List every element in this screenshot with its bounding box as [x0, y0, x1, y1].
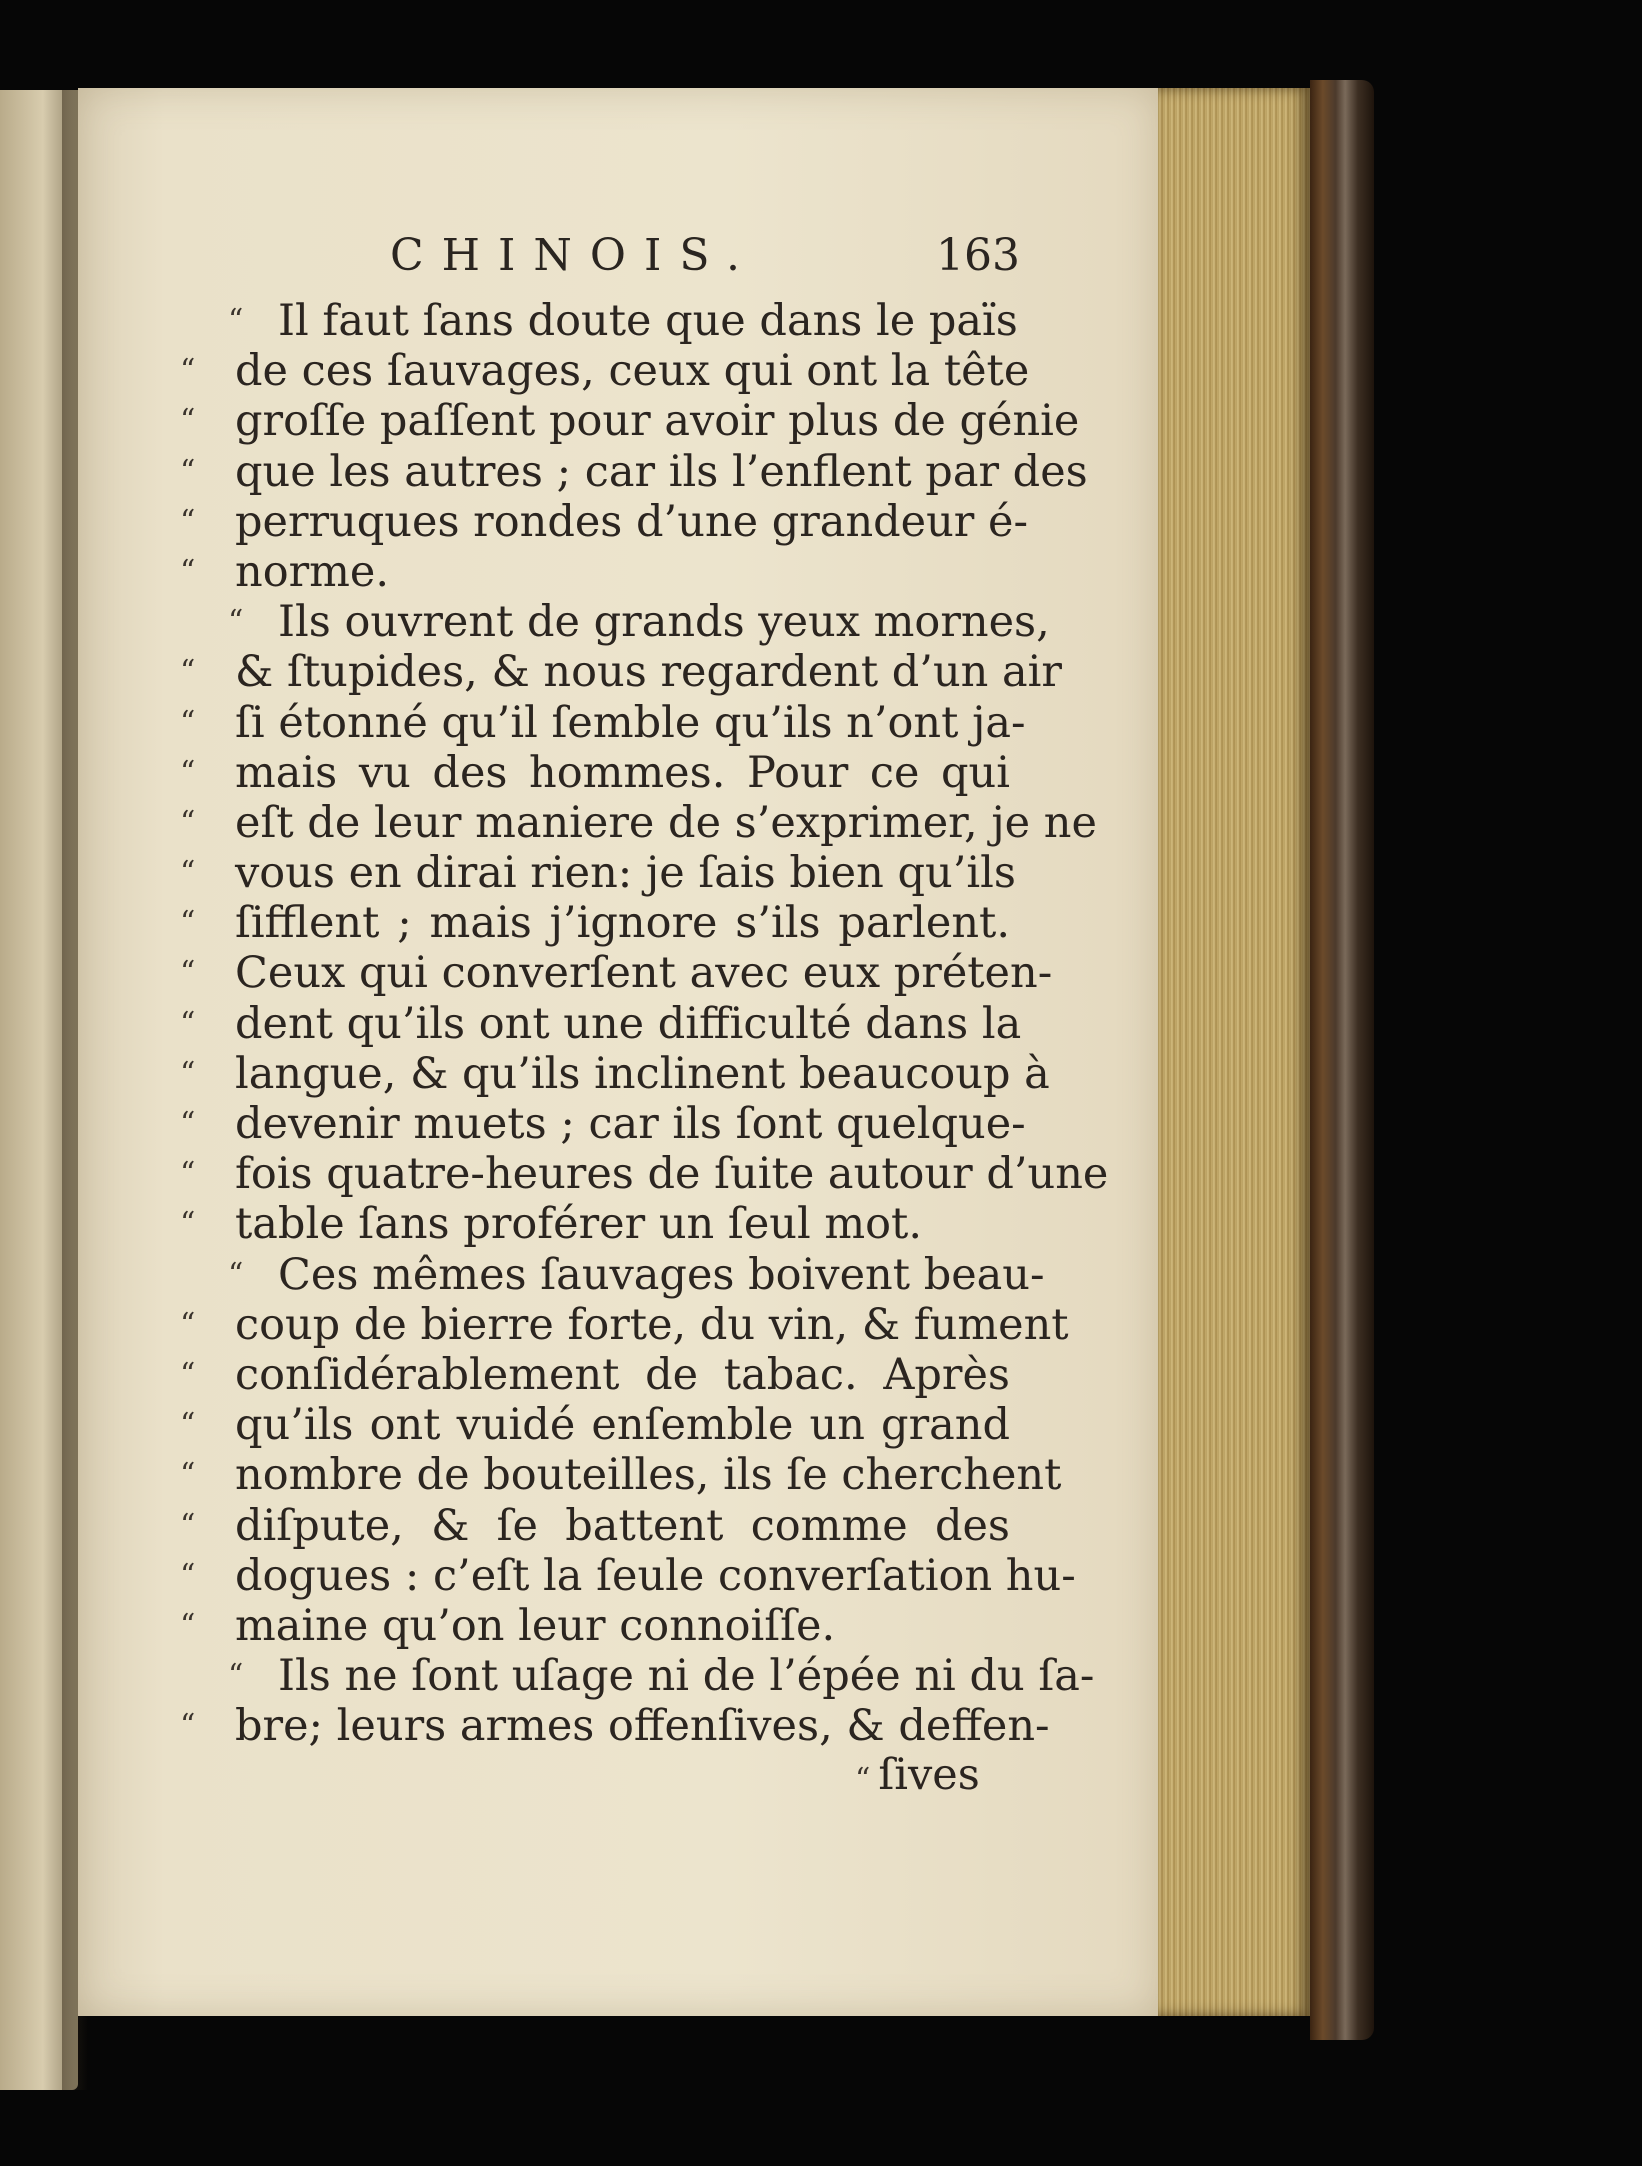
line-text: Ils ne ſont uſage ni de l’épée ni du ſa-	[278, 1651, 1095, 1702]
text-line	[180, 1249, 1045, 1300]
quote-mark: “	[855, 1762, 871, 1797]
text-line	[180, 396, 1080, 447]
text-line	[180, 1149, 1109, 1200]
quote-mark: “	[180, 553, 196, 589]
text-line	[180, 1550, 1076, 1601]
text-line	[180, 1199, 1010, 1249]
quote-mark: “	[180, 1708, 196, 1744]
body-text	[180, 296, 1109, 1752]
line-text: & ſtupides, & nous regardent d’un air	[235, 647, 1062, 698]
line-text: langue, & qu’ils inclinent beaucoup à	[235, 1048, 1050, 1099]
quote-mark: “	[180, 453, 196, 489]
line-text: qu’ils ont vuidé enſemble un grand	[235, 1400, 1010, 1451]
quote-mark: “	[180, 754, 196, 790]
line-text: perruques rondes d’une grandeur é-	[235, 496, 1029, 547]
running-head	[300, 230, 1020, 300]
quote-mark: “	[180, 1607, 196, 1643]
quote-mark: “	[228, 303, 244, 338]
line-text: coup de bierre forte, du vin, & fument	[235, 1299, 1069, 1350]
quote-mark: “	[228, 1256, 244, 1292]
line-text: Il faut ſans doute que dans le païs	[278, 296, 1018, 346]
quote-mark: “	[180, 1055, 196, 1091]
quote-mark: “	[180, 1557, 196, 1593]
text-line	[180, 898, 1010, 948]
text-line	[180, 948, 1053, 999]
text-line	[180, 1350, 1010, 1400]
text-line	[180, 1099, 1026, 1149]
quote-mark: “	[180, 353, 196, 389]
line-text: Ces mêmes ſauvages boivent beau-	[278, 1249, 1045, 1300]
quote-mark: “	[180, 1106, 196, 1141]
line-text: eſt de leur maniere de s’exprimer, je ne	[235, 797, 1097, 848]
text-line	[180, 848, 1016, 899]
text-line	[180, 296, 1018, 346]
line-text: groſſe paſſent pour avoir plus de génie	[235, 396, 1080, 447]
line-text: maine qu’on leur connoiſſe.	[235, 1600, 836, 1651]
quote-mark: “	[180, 905, 196, 941]
quote-mark: “	[180, 1356, 196, 1392]
page-number: 163	[936, 230, 1020, 281]
quote-mark: “	[180, 654, 196, 690]
quote-mark: “	[228, 1658, 244, 1694]
line-text: fois quatre-heures de ſuite autour d’une	[235, 1149, 1109, 1200]
quote-mark: “	[180, 855, 196, 891]
text-line	[180, 1450, 1062, 1501]
line-text: que les autres ; car ils l’enflent par des	[235, 446, 1088, 497]
line-text: diſpute, & ſe battent comme des	[235, 1500, 1010, 1551]
leather-cover	[1310, 80, 1374, 2040]
line-text: nombre de bouteilles, ils ſe cherchent	[235, 1450, 1062, 1501]
text-line	[180, 1601, 1010, 1651]
quote-mark: “	[180, 1156, 196, 1192]
text-line	[180, 1400, 1010, 1450]
text-line	[180, 446, 1088, 497]
text-line	[180, 1651, 1095, 1702]
line-text: devenir muets ; car ils ſont quelque-	[235, 1099, 1026, 1149]
text-line	[180, 697, 1026, 748]
catchword-text: ſives	[878, 1750, 980, 1800]
line-text: dent qu’ils ont une difficulté dans la	[235, 998, 1022, 1049]
text-line	[180, 748, 1010, 798]
quote-mark: “	[180, 1206, 196, 1242]
quote-mark: “	[180, 1306, 196, 1342]
line-text: norme.	[235, 546, 390, 597]
page-block-edges	[1158, 88, 1310, 2016]
text-line	[180, 1299, 1069, 1350]
line-text: Ceux qui converſent avec eux préten-	[235, 948, 1053, 999]
line-text: mais vu des hommes. Pour ce qui	[235, 747, 1010, 798]
line-text: de ces ſauvages, ceux qui ont la tête	[235, 346, 1030, 397]
text-line	[180, 1701, 1050, 1752]
line-text: ſi étonné qu’il ſemble qu’ils n’ont ja-	[235, 697, 1026, 748]
quote-mark: “	[180, 704, 196, 740]
quote-mark: “	[180, 403, 196, 439]
line-text: bre; leurs armes offenſives, & deffen-	[235, 1701, 1050, 1752]
text-line	[180, 547, 1010, 597]
text-line	[180, 647, 1062, 698]
quote-mark: “	[180, 955, 196, 991]
running-title: CHINOIS.	[390, 230, 758, 281]
quote-mark: “	[180, 1407, 196, 1443]
quote-mark: “	[180, 503, 196, 539]
quote-mark: “	[180, 804, 196, 840]
text-line	[180, 998, 1022, 1049]
line-text: ſifflent ; mais j’ignore s’ils parlent.	[235, 898, 1010, 949]
line-text: conſidérablement de tabac. Après	[235, 1349, 1010, 1400]
text-line	[180, 1048, 1050, 1099]
quote-mark: “	[180, 1457, 196, 1493]
text-line	[180, 597, 1050, 648]
quote-mark: “	[180, 1005, 196, 1041]
text-line	[180, 346, 1030, 397]
text-line	[180, 496, 1029, 547]
quote-mark: “	[228, 604, 244, 640]
line-text: table ſans proférer un ſeul mot.	[235, 1199, 922, 1250]
quote-mark: “	[180, 1507, 196, 1543]
text-line	[180, 797, 1097, 848]
line-text: dogues : c’eſt la ſeule converſation hu-	[235, 1550, 1076, 1601]
line-text: Ils ouvrent de grands yeux mornes,	[278, 597, 1050, 648]
line-text: vous en dirai rien: je ſais bien qu’ils	[235, 848, 1016, 899]
catchword	[855, 1750, 980, 1800]
text-line	[180, 1501, 1010, 1551]
